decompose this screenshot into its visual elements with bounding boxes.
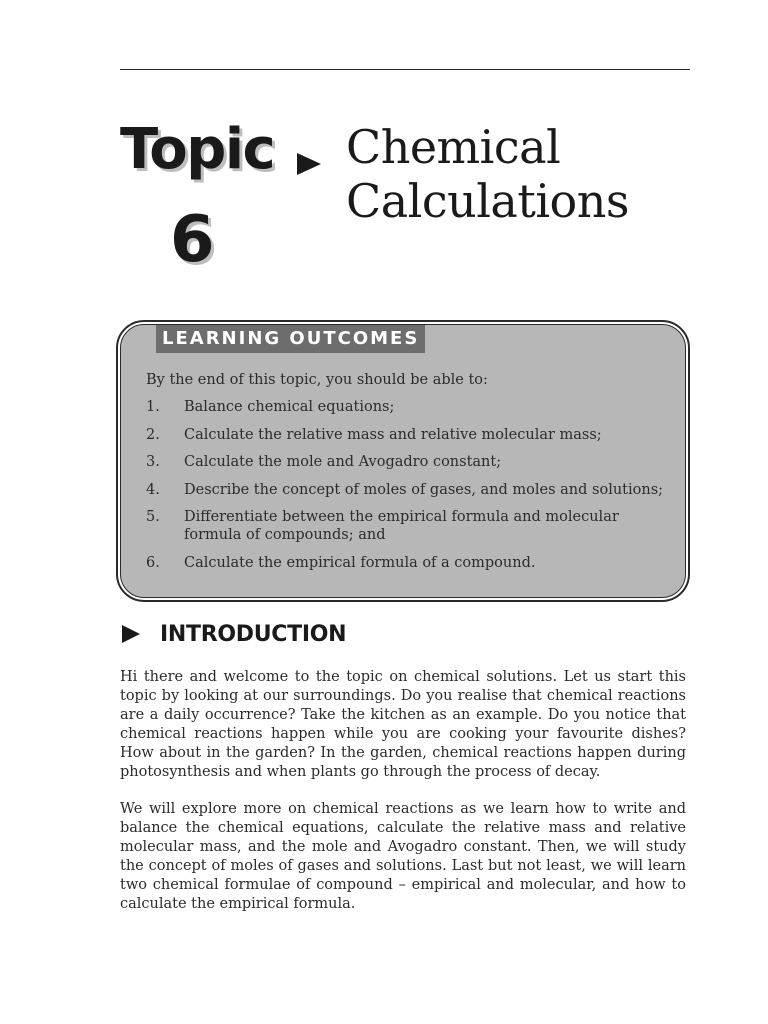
chapter-title-line-1: Chemical [346,120,561,174]
list-item-number: 2. [146,426,160,443]
introduction-paragraph-1: Hi there and welcome to the topic on chemical solutions. Let us start this topic by looking at our surroundings. Do you realise that chemical reactions are a daily occurrence? Take the kitchen as an example. Do you notice that chemical reactions happen while you are cooking your favourite dishes? How about in the garden? In the garden, chemical reactions happen during photosynthesis and when plants go through the process of decay. [120,669,686,780]
list-item-text: Calculate the relative mass and relative molecular mass; [184,426,602,443]
list-item-number: 4. [146,481,160,498]
list-item-number: 3. [146,454,160,470]
list-item-number: 5. [146,509,160,525]
arrow-right-icon [297,153,321,175]
list-item [146,398,666,416]
list-item-text: Calculate the empirical formula of a compound. [184,554,536,571]
list-item-text: Calculate the mole and Avogadro constant; [184,454,502,470]
topic-number: 6 [170,203,215,277]
list-item-text: Balance chemical equations; [184,399,395,415]
list-item [146,481,666,499]
list-item-number: 1. [146,399,160,415]
list-item [146,453,666,471]
topic-label: Topic [120,117,275,182]
chapter-title [346,120,686,228]
list-item-text: Differentiate between the empirical formula and molecular formula of compounds; and [184,509,619,543]
list-item [146,508,666,544]
learning-outcomes-heading: LEARNING OUTCOMES [156,325,425,353]
chapter-title-line-2: Calculations [346,174,629,228]
list-item [146,426,666,444]
list-item-text: Describe the concept of moles of gases, and moles and solutions; [184,481,664,498]
introduction-heading: INTRODUCTION [160,622,347,647]
learning-outcomes-intro: By the end of this topic, you should be able to: [146,372,488,388]
list-item-number: 6. [146,554,160,571]
header-rule [120,69,690,70]
learning-outcomes-list [146,398,666,581]
introduction-paragraph-2: We will explore more on chemical reactions as we learn how to write and balance the chemical equations, calculate the relative mass and relative molecular mass, and the mole and Avogadro constant. Then, we will study the concept of moles of gases and solutions. Last but not least, we will learn two chemical formulae of compound – empirical and molecular, and how to calculate the empirical formula. [120,801,686,912]
list-item [146,554,666,572]
arrow-right-icon [122,625,140,643]
